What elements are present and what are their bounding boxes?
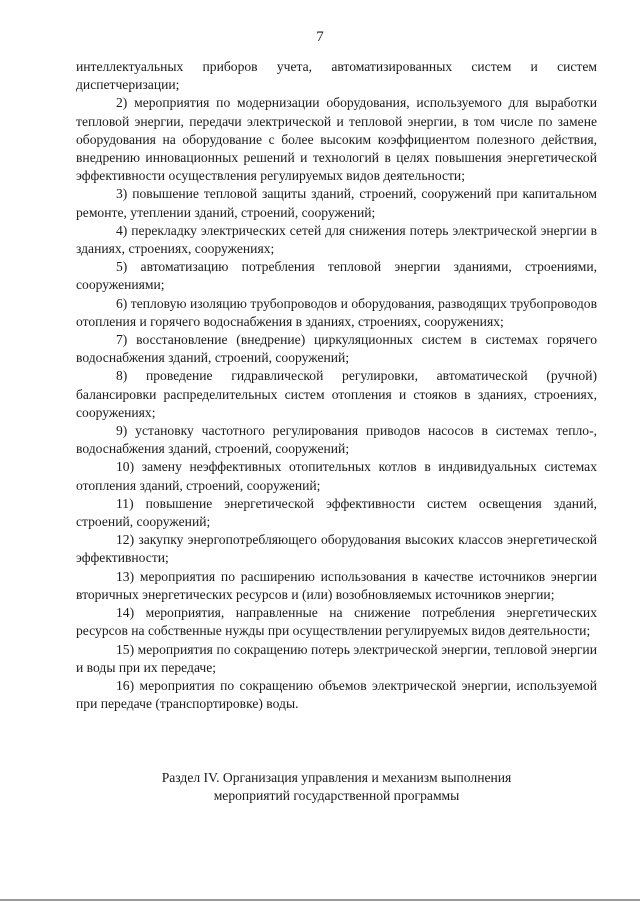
section-heading	[76, 769, 597, 805]
list-item: 4) перекладку электрических сетей для снижения потерь электрической энергии в зданиях, строениях, сооружениях;	[76, 222, 597, 257]
list-item: 2) мероприятия по модернизации оборудования, используемого для выработки тепловой энергии, передачи электрической и тепловой энергии, в том числе по замене оборудования на оборудование с более высоким коэффициентом полезного действия, внедрению инновационных решений и технологий в целях повышения энергетической эффективности осуществления регулируемых видов деятельности;	[76, 95, 597, 184]
list-item: 6) тепловую изоляцию трубопроводов и оборудования, разводящих трубопроводов отопления и горячего водоснабжения в зданиях, строениях, сооружениях;	[76, 295, 597, 329]
list-item: 5) автоматизацию потребления тепловой энергии зданиями, строениями, сооружениями;	[76, 259, 597, 293]
list-item: 14) мероприятия, направленные на снижение потребления энергетических ресурсов на собственные нужды при осуществлении регулируемых видов деятельности;	[76, 605, 597, 639]
list-item: 15) мероприятия по сокращению потерь электрической энергии, тепловой энергии и воды при их передаче;	[76, 641, 597, 675]
list-item: 3) повышение тепловой защиты зданий, строений, сооружений при капитальном ремонте, утеплении зданий, строений, сооружений;	[76, 186, 597, 220]
section-heading-line: Раздел IV. Организация управления и механизм выполнения	[161, 770, 512, 785]
section-heading-line: мероприятий государственной программы	[213, 788, 460, 804]
list-item: 8) проведение гидравлической регулировки, автоматической (ручной) балансировки распределительных систем отопления и стояков в зданиях, строениях, сооружениях;	[76, 368, 597, 420]
page-number: 7	[316, 29, 324, 45]
document-body	[76, 58, 597, 713]
list-item: 12) закупку энергопотребляющего оборудования высоких классов энергетической эффективности;	[76, 532, 597, 566]
lead-paragraph: интеллектуальных приборов учета, автоматизированных систем и систем диспетчеризации;	[76, 59, 597, 93]
page-bottom-edge	[0, 899, 640, 901]
list-item: 16) мероприятия по сокращению объемов электрической энергии, используемой при передаче (транспортировке) воды.	[76, 677, 597, 712]
list-item: 10) замену неэффективных отопительных котлов в индивидуальных системах отопления зданий, строений, сооружений;	[76, 459, 597, 493]
list-item: 13) мероприятия по расширению использования в качестве источников энергии вторичных энергетических ресурсов и (или) возобновляемых источников энергии;	[76, 568, 597, 602]
list-item: 7) восстановление (внедрение) циркуляционных систем в системах горячего водоснабжения зданий, строений, сооружений;	[76, 332, 597, 366]
list-item: 9) установку частотного регулирования приводов насосов в системах тепло-, водоснабжения зданий, строений, сооружений;	[76, 423, 597, 457]
list-item: 11) повышение энергетической эффективности систем освещения зданий, строений, сооружений;	[76, 495, 597, 530]
